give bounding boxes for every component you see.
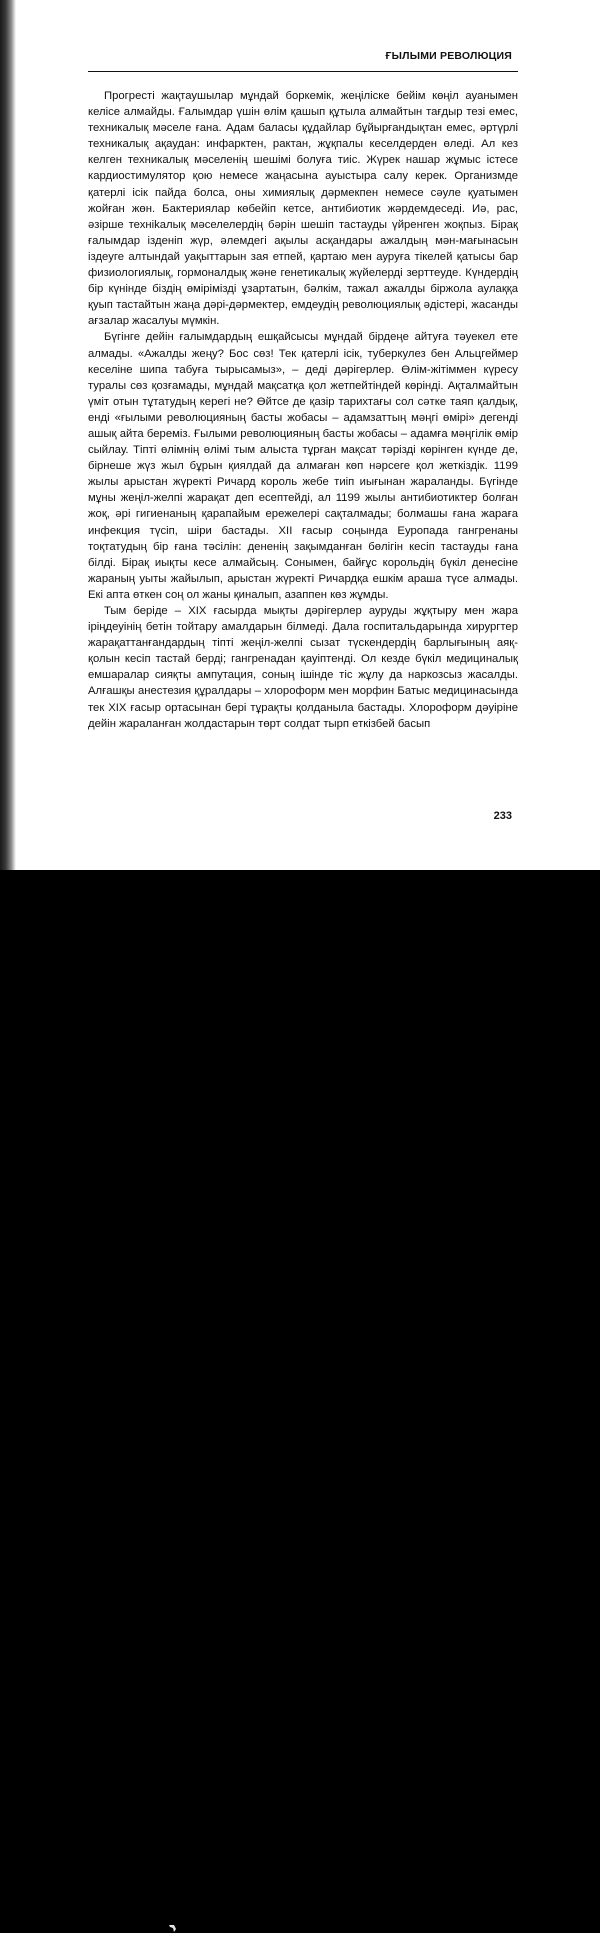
page-number: 233 xyxy=(493,810,512,822)
body-text xyxy=(88,88,518,732)
paragraph-2: Бүгінге дейін ғалымдардың ешқайсысы мұндай бірдеңе айтуға тәуекел ете алмады. «Ажалды жеңу? Бос сөз! Тек қатерлі ісік, туберкулез бен Альцгеймер кеселіне шипа табуға тырысамыз», – деді дәрігерлер. Өлім-жітіммен күресу туралы сөз қозғамады, мұндай мақсатқа қол жетпейтіндей көрінді. Ақталмайтын үміт отын тұтатудың керегі не? Өйтсе де қазір тарихтағы сол сәтке таяп қалдық, енді «ғылыми революцияның басты жобасы – адамзаттың мәңгі өмірі» дегенді ашық айта береміз. Ғылыми революцияның басты жобасы – адамға мәңгілік өмір сыйлау. Тіпті өлімнің өлімі тым алыста тұрған мақсат тәрізді көрінген күнде де, бірнеше жүз жыл бұрын қиялдай да алмаған көп нәрсеге қол жеткіздік. 1199 жылы арыстан жүректі Ричард король жебе тиіп иығынан жараланды. Бүгінде мұны жеңіл-желпі жарақат деп есептейді, ал 1199 жылы антибиотиктер болған жоқ, әрі гигиенаның қарапайым ережелері сақталмады; болмашы ғана жараға инфекция түсіп, шіри бастады. XII ғасыр соңында Еуропада гангренаны тоқтатудың бір ғана тәсілін: дененің зақымданған бөлігін кесіп тастауды ғана білді. Бірақ иықты кесе алмайсың. Сонымен, байғұс корольдің бүкіл денесіне жараның уыты жайылып, арыстан жүректі Ричардқа ешкім араша түсе алмады. Екі апта өткен соң ол жаны қиналып, азаппен көз жұмды. xyxy=(88,331,518,601)
scan-background xyxy=(0,870,600,1081)
running-head: ҒЫЛЫМИ РЕВОЛЮЦИЯ xyxy=(385,50,512,62)
paragraph-1: Прогресті жақтаушылар мұндай боркемік, жеңіліске бейім көңіл ауанымен келісе алмайды. Ғалымдар үшін өлім қашып құтыла алмайтын тағдыр тезі емес, техникалық мәселе ғана. Адам баласы құдайлар бұйырғандықтан емес, әртүрлі техникалық ақаудан: инфарктен, рактан, жұқпалы кеселдерден өледі. Ал кез келген техникалық мәселенің шешімі болуға тиіс. Жүрек нашар жұмыс істесе кардиостимулятор қою немесе жаңасына ауыстыра салу керек. Организмде қатерлі ісік пайда болса, оны химиялық дәрмекпен немесе сәуле қуатымен жойған жөн. Бактериялар көбейіп кетсе, антибиотик жәрдемдеседі. Иә, рас, әзірше технikалық мәселелердің бәрін шешіп тастауды үйренген жоқпыз. Бірақ ғалымдар ізденіп жүр, әлемдегі ақылы асқандары ажалдың мән-мағынасын іздеуге алтындай уақыттарын зая етпей, қартаю мен ауруға тікелей қатысы бар физиологиялық, гормоналдық және генетикалық жүйелерді зерттеуде. Күндердің бір күнінде біздің өмірімізді ұзартатын, бәлкім, тажал ажалды біржола аулаққа қуып тастайтын жаңа дәрі-дәрмектер, емдеудің революциялық әдістері, жасанды ағзалар жасалуы мүмкін. xyxy=(88,90,518,328)
header-rule xyxy=(88,71,518,72)
binding-shadow xyxy=(0,0,16,870)
scan-artifact-icon xyxy=(168,1923,178,1933)
book-page xyxy=(0,0,600,870)
paragraph-3: Тым беріде – XIX ғасырда мықты дәрігерлер ауруды жұқтыру мен жара іріңдеуінің бетін тойтару амалдарын білмеді. Дала госпитальдарында хирургтер жарақаттанғандардың тіпті жеңіл-желпі сызат түскендердің барлығының аяқ-қолын кесіп тастай берді; гангренадан қауіптенді. Ол кезде бүкіл медициналық емшаралар сияқты ампутация, соның ішінде тіс жұлу да наркозсыз жасалды. Алғашқы анестезия құралдары – хлороформ мен морфин Батыс медицинасында тек XIX ғасыр ортасынан бері тұрақты қолданыла бастады. Хлороформ дәуіріне дейін жараланған жолдастарын төрт солдат тырп еткізбей басып xyxy=(88,605,518,730)
